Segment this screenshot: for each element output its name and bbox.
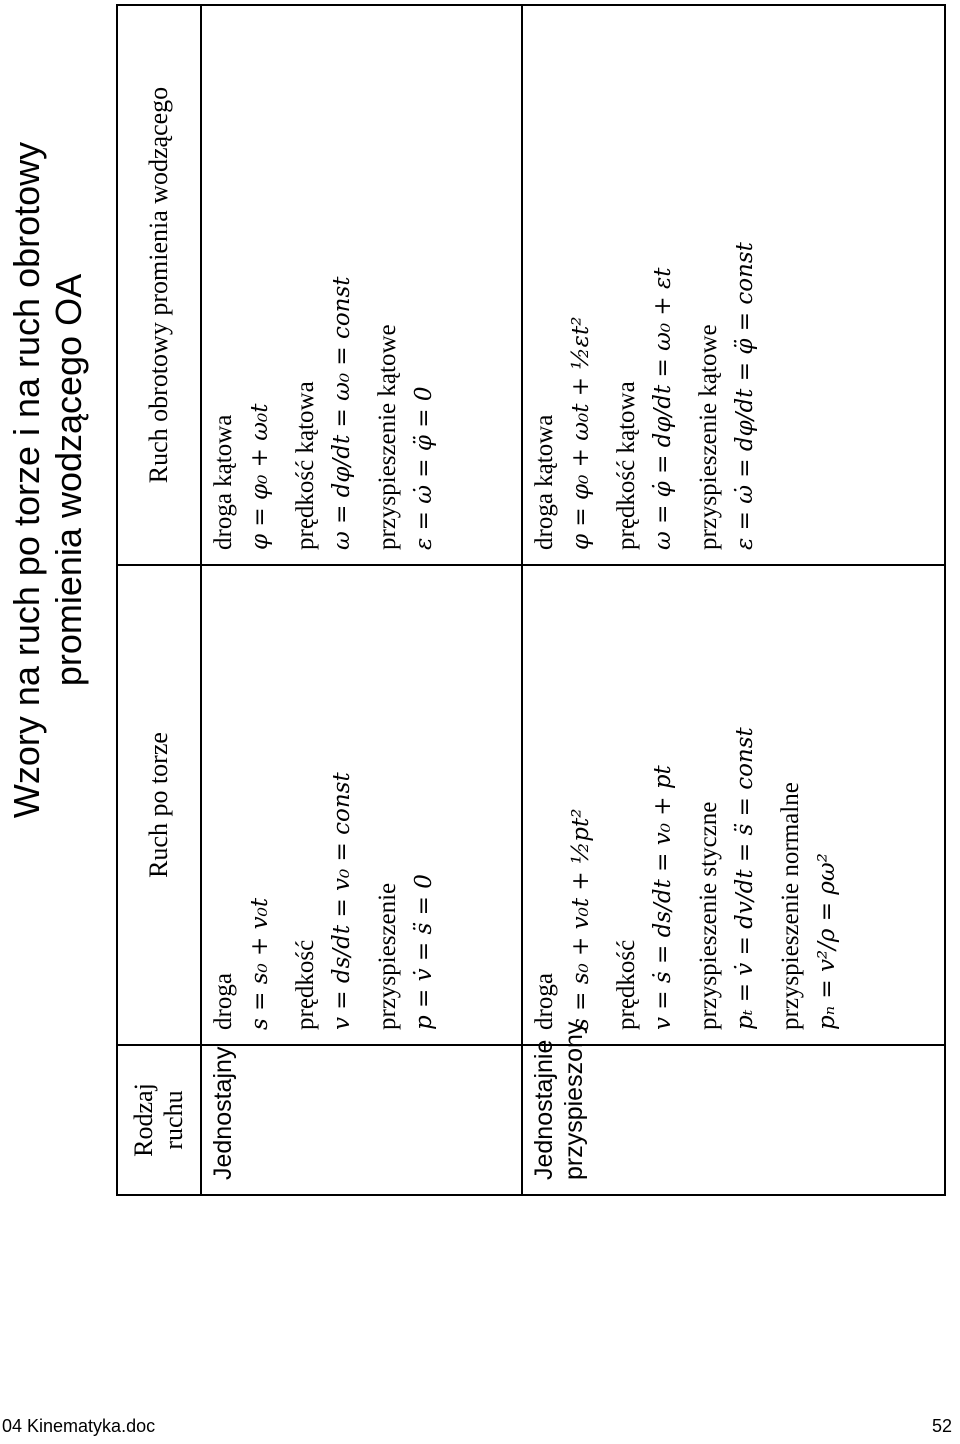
formula: s = s₀ + v₀t + ½pt²	[568, 808, 595, 1030]
quantity-label: prędkość	[292, 939, 319, 1030]
list-item	[693, 20, 765, 550]
quantity-label: droga kątowa	[210, 414, 237, 550]
table-row	[522, 5, 945, 1195]
list-item	[290, 20, 362, 550]
formula: v = ds/dt = v₀ = const	[329, 772, 355, 1030]
formula: s = s₀ + v₀t	[247, 897, 273, 1030]
formula: pₜ = v̇ = dv/dt = s̈ = const	[732, 727, 759, 1030]
formula: φ = φ₀ + ω₀t	[247, 403, 273, 550]
header-path-motion: Ruch po torze	[117, 565, 201, 1045]
page-title-line2: promienia wodzącego OA	[48, 273, 89, 687]
formula: ω = φ̇ = dφ/dt = ω₀ + εt	[650, 267, 677, 550]
list-item	[611, 580, 683, 1030]
header-rotational-motion: Ruch obrotowy promienia wodzącego	[117, 5, 201, 565]
footer-filename: 04 Kinematyka.doc	[2, 1416, 156, 1436]
list-item	[208, 580, 280, 1030]
quantity-label: przyspieszenie kątowe	[374, 324, 401, 550]
quantity-label: droga	[210, 973, 237, 1030]
formula: ε = ω̇ = φ̈ = 0	[411, 386, 437, 550]
page-footer	[0, 1416, 960, 1438]
rotation-cell	[522, 5, 945, 565]
formula: p = v̇ = s̈ = 0	[411, 874, 437, 1030]
list-item	[693, 580, 765, 1030]
quantity-label: prędkość	[613, 939, 641, 1030]
page-title-line1: Wzory na ruch po torze i na ruch obrotowy	[6, 141, 47, 819]
rotation-cell	[201, 5, 522, 565]
list-item	[208, 20, 280, 550]
quantity-label: przyspieszenie styczne	[695, 801, 723, 1030]
page-title	[6, 30, 90, 930]
quantity-label: przyspieszenie kątowe	[695, 324, 723, 550]
list-item	[529, 580, 601, 1030]
list-item	[611, 20, 683, 550]
quantity-label: przyspieszenie normalne	[777, 782, 805, 1030]
table-row	[201, 5, 522, 1195]
formula: pₙ = v²/ρ = ρω²	[814, 853, 841, 1030]
path-cell	[522, 565, 945, 1045]
quantity-label: prędkość kątowa	[292, 381, 319, 550]
formula: v = ṡ = ds/dt = v₀ + pt	[650, 765, 677, 1030]
quantity-label: przyspieszenie	[374, 882, 401, 1030]
motion-kind: Jednostajny	[201, 1045, 522, 1195]
path-cell	[201, 565, 522, 1045]
list-item	[372, 580, 444, 1030]
formula-table	[116, 4, 946, 1196]
list-item	[290, 580, 362, 1030]
formula: ω = dφ/dt = ω₀ = const	[329, 276, 355, 550]
page-title-area	[2, 0, 94, 1000]
formula-table-frame	[116, 6, 946, 1196]
quantity-label: prędkość kątowa	[613, 381, 641, 550]
list-item	[372, 20, 444, 550]
table-header-row	[117, 5, 201, 1195]
list-item	[775, 580, 847, 1030]
quantity-label: droga kątowa	[531, 414, 559, 550]
motion-kind: Jednostajnie przyspieszony	[522, 1045, 945, 1195]
quantity-label: droga	[531, 973, 559, 1030]
header-motion-type: Rodzaj ruchu	[117, 1045, 201, 1195]
list-item	[529, 20, 601, 550]
formula: φ = φ₀ + ω₀t + ½εt²	[568, 316, 595, 550]
footer-page-number: 52	[931, 1416, 952, 1436]
formula: ε = ω̇ = dφ/dt = φ̈ = const	[732, 242, 759, 550]
